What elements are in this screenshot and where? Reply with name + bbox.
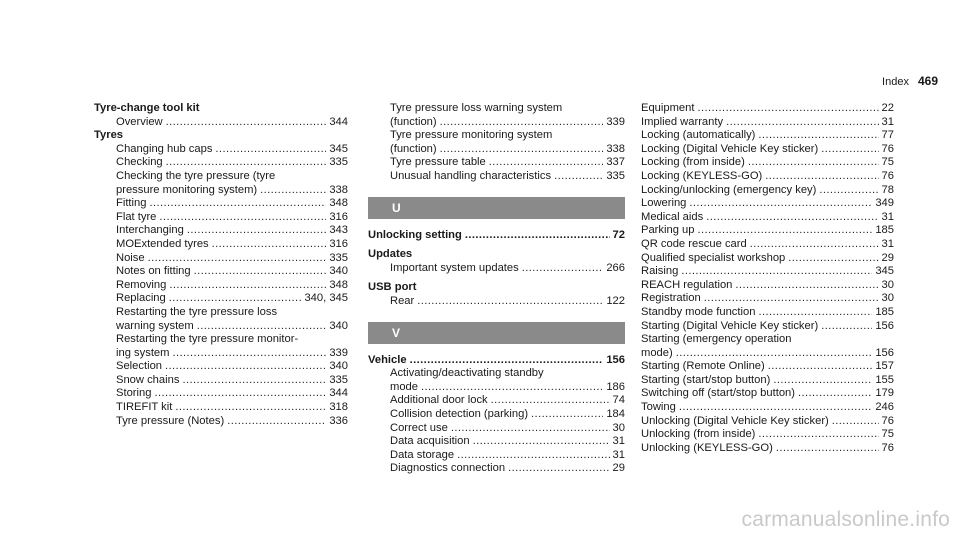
entry-text: Qualified specialist workshop bbox=[641, 251, 786, 264]
leader-dots bbox=[440, 143, 604, 157]
index-entry bbox=[641, 415, 894, 429]
leader-dots bbox=[748, 156, 879, 170]
entry-text: Data acquisition bbox=[390, 435, 470, 448]
page-ref: 338 bbox=[606, 142, 625, 155]
page-ref: 75 bbox=[881, 428, 894, 441]
index-entry bbox=[368, 170, 625, 184]
entry-text: Tyre pressure (Notes) bbox=[116, 414, 225, 427]
page-ref: 30 bbox=[881, 278, 894, 291]
leader-dots bbox=[165, 360, 326, 374]
leader-dots bbox=[159, 211, 326, 225]
page-ref: 30 bbox=[881, 292, 894, 305]
page-ref: 78 bbox=[881, 183, 894, 196]
entry-text: Activating/deactivating standby bbox=[390, 367, 544, 380]
index-entry bbox=[94, 347, 348, 361]
page-ref: 340 bbox=[329, 319, 348, 332]
index-heading bbox=[94, 102, 348, 116]
index-entry bbox=[94, 116, 348, 130]
leader-dots bbox=[154, 387, 326, 401]
leader-dots bbox=[197, 320, 327, 334]
index-entry bbox=[641, 238, 894, 252]
index-heading bbox=[368, 281, 625, 295]
index-heading bbox=[368, 248, 625, 262]
leader-dots bbox=[473, 435, 610, 449]
index-entry bbox=[94, 224, 348, 238]
page-ref: 30 bbox=[612, 421, 625, 434]
entry-text: pressure monitoring system) bbox=[116, 183, 258, 196]
entry-text: Noise bbox=[116, 251, 145, 264]
page-ref: 318 bbox=[329, 401, 348, 414]
leader-dots bbox=[457, 449, 609, 463]
leader-dots bbox=[172, 347, 326, 361]
index-entry bbox=[368, 129, 625, 143]
entry-text: Starting (Remote Online) bbox=[641, 360, 765, 373]
page-ref: 72 bbox=[612, 228, 625, 241]
page-ref: 337 bbox=[606, 156, 625, 169]
entry-text: Parking up bbox=[641, 224, 695, 237]
index-entry bbox=[94, 320, 348, 334]
entry-text: Removing bbox=[116, 278, 167, 291]
page-ref: 185 bbox=[875, 305, 894, 318]
page-ref: 31 bbox=[881, 115, 894, 128]
page-ref: 31 bbox=[612, 435, 625, 448]
index-entry bbox=[94, 374, 348, 388]
leader-dots bbox=[765, 170, 878, 184]
leader-dots bbox=[149, 197, 326, 211]
index-entry bbox=[641, 102, 894, 116]
index-entry bbox=[94, 387, 348, 401]
leader-dots bbox=[215, 143, 326, 157]
page-ref: 31 bbox=[612, 448, 625, 461]
page-ref: 316 bbox=[329, 210, 348, 223]
entry-text: Restarting the tyre pressure loss bbox=[116, 305, 278, 318]
leader-dots bbox=[821, 320, 872, 334]
index-entry bbox=[94, 306, 348, 320]
entry-text: Notes on fitting bbox=[116, 265, 191, 278]
header-label: Index bbox=[882, 76, 909, 88]
index-entry bbox=[368, 408, 625, 422]
index-entry bbox=[368, 422, 625, 436]
page-ref: 336 bbox=[329, 414, 348, 427]
index-entry bbox=[641, 292, 894, 306]
page-ref: 340 bbox=[329, 360, 348, 373]
leader-dots bbox=[491, 394, 610, 408]
index-entry bbox=[641, 279, 894, 293]
entry-text: (function) bbox=[390, 142, 437, 155]
index-entry bbox=[641, 374, 894, 388]
page-ref: 338 bbox=[329, 183, 348, 196]
leader-dots bbox=[175, 401, 326, 415]
leader-dots bbox=[187, 224, 327, 238]
page-ref: 344 bbox=[329, 115, 348, 128]
index-entry bbox=[94, 238, 348, 252]
leader-dots bbox=[451, 422, 610, 436]
index-heading bbox=[368, 354, 625, 368]
leader-dots bbox=[212, 238, 327, 252]
entry-text: Collision detection (parking) bbox=[390, 407, 529, 420]
page-ref: 76 bbox=[881, 142, 894, 155]
leader-dots bbox=[750, 238, 879, 252]
index-entry bbox=[641, 442, 894, 456]
entry-text: Changing hub caps bbox=[116, 142, 213, 155]
leader-dots bbox=[227, 415, 326, 429]
entry-text: Equipment bbox=[641, 102, 695, 114]
leader-dots bbox=[166, 156, 327, 170]
index-entry bbox=[368, 102, 625, 116]
entry-text: ing system bbox=[116, 346, 170, 359]
entry-text: Unlocking setting bbox=[368, 228, 462, 241]
index-column-1 bbox=[94, 102, 348, 428]
leader-dots bbox=[148, 252, 327, 266]
index-heading bbox=[368, 229, 625, 243]
index-entry bbox=[94, 143, 348, 157]
index-entry bbox=[94, 401, 348, 415]
leader-dots bbox=[798, 387, 872, 401]
entry-text: Data storage bbox=[390, 448, 455, 461]
entry-text: Tyre pressure table bbox=[390, 156, 486, 169]
index-entry bbox=[641, 170, 894, 184]
index-entry bbox=[641, 197, 894, 211]
section-letter-bar: U bbox=[368, 197, 625, 219]
leader-dots bbox=[758, 306, 872, 320]
entry-text: USB port bbox=[368, 281, 417, 294]
index-entry bbox=[641, 428, 894, 442]
leader-dots bbox=[554, 170, 603, 184]
page-ref: 157 bbox=[875, 360, 894, 373]
page-ref: 345 bbox=[875, 265, 894, 278]
entry-text: mode bbox=[390, 380, 418, 393]
entry-text: Starting (Digital Vehicle Key sticker) bbox=[641, 319, 819, 332]
page-ref: 156 bbox=[875, 346, 894, 359]
entry-text: mode) bbox=[641, 346, 673, 359]
leader-dots bbox=[819, 184, 878, 198]
leader-dots bbox=[440, 116, 604, 130]
leader-dots bbox=[465, 229, 610, 243]
leader-dots bbox=[821, 143, 878, 157]
index-entry bbox=[641, 387, 894, 401]
entry-text: Towing bbox=[641, 401, 676, 414]
index-entry bbox=[641, 347, 894, 361]
entry-text: Checking bbox=[116, 156, 163, 169]
entry-text: Tyre-change tool kit bbox=[94, 102, 200, 114]
entry-text: Checking the tyre pressure (tyre bbox=[116, 169, 276, 182]
entry-text: Selection bbox=[116, 360, 163, 373]
leader-dots bbox=[698, 224, 873, 238]
page-ref: 339 bbox=[606, 115, 625, 128]
index-entry bbox=[368, 394, 625, 408]
leader-dots bbox=[182, 374, 326, 388]
page-ref: 122 bbox=[606, 294, 625, 307]
index-entry bbox=[94, 415, 348, 429]
entry-text: Medical aids bbox=[641, 210, 704, 223]
index-column-2 bbox=[368, 102, 625, 476]
index-entry bbox=[94, 333, 348, 347]
leader-dots bbox=[410, 354, 604, 368]
entry-text: Locking (from inside) bbox=[641, 156, 745, 169]
page-ref: 156 bbox=[875, 319, 894, 332]
index-entry bbox=[94, 279, 348, 293]
entry-text: Tyre pressure monitoring system bbox=[390, 129, 553, 142]
entry-text: Correct use bbox=[390, 421, 448, 434]
leader-dots bbox=[489, 156, 604, 170]
page-ref: 22 bbox=[881, 102, 894, 114]
page-ref: 155 bbox=[875, 373, 894, 386]
entry-text: Standby mode function bbox=[641, 305, 756, 318]
page-ref: 335 bbox=[606, 169, 625, 182]
entry-text: Starting (emergency operation bbox=[641, 333, 792, 346]
entry-text: Implied warranty bbox=[641, 115, 724, 128]
leader-dots bbox=[194, 265, 327, 279]
index-entry bbox=[368, 143, 625, 157]
page-ref: 186 bbox=[606, 380, 625, 393]
entry-text: Registration bbox=[641, 292, 701, 305]
index-entry bbox=[94, 184, 348, 198]
leader-dots bbox=[679, 401, 873, 415]
index-entry bbox=[94, 265, 348, 279]
entry-text: Additional door lock bbox=[390, 394, 488, 407]
entry-text: Locking (KEYLESS-GO) bbox=[641, 169, 763, 182]
leader-dots bbox=[758, 129, 878, 143]
entry-text: Unlocking (Digital Vehicle Key sticker) bbox=[641, 414, 829, 427]
index-entry bbox=[641, 143, 894, 157]
index-entry bbox=[641, 116, 894, 130]
leader-dots bbox=[735, 279, 878, 293]
entry-text: (function) bbox=[390, 115, 437, 128]
page-ref: 335 bbox=[329, 373, 348, 386]
entry-text: Vehicle bbox=[368, 353, 407, 366]
leader-dots bbox=[169, 292, 302, 306]
page-ref: 31 bbox=[881, 237, 894, 250]
page-ref: 344 bbox=[329, 387, 348, 400]
entry-text: Updates bbox=[368, 248, 413, 261]
page-ref: 339 bbox=[329, 346, 348, 359]
page-ref: 246 bbox=[875, 401, 894, 414]
index-entry bbox=[641, 224, 894, 238]
entry-text: Locking (automatically) bbox=[641, 129, 756, 142]
page-ref: 76 bbox=[881, 441, 894, 454]
entry-text: Lowering bbox=[641, 197, 687, 210]
leader-dots bbox=[726, 116, 878, 130]
index-entry bbox=[368, 435, 625, 449]
page-ref: 335 bbox=[329, 251, 348, 264]
page-number: 469 bbox=[917, 74, 938, 88]
page-ref: 316 bbox=[329, 237, 348, 250]
entry-text: Unusual handling characteristics bbox=[390, 169, 552, 182]
entry-text: Raising bbox=[641, 265, 679, 278]
page-header bbox=[882, 75, 938, 90]
entry-text: Unlocking (KEYLESS-GO) bbox=[641, 441, 773, 454]
index-entry bbox=[368, 116, 625, 130]
section-letter-bar: V bbox=[368, 322, 625, 344]
page-ref: 74 bbox=[612, 394, 625, 407]
leader-dots bbox=[681, 265, 872, 279]
index-entry bbox=[368, 262, 625, 276]
entry-text: Starting (start/stop button) bbox=[641, 373, 771, 386]
leader-dots bbox=[689, 197, 872, 211]
page-ref: 345 bbox=[329, 142, 348, 155]
leader-dots bbox=[706, 211, 878, 225]
entry-text: Locking/unlocking (emergency key) bbox=[641, 183, 817, 196]
watermark: carmanualsonline.info bbox=[741, 508, 950, 532]
leader-dots bbox=[260, 184, 326, 198]
leader-dots bbox=[522, 262, 604, 276]
leader-dots bbox=[676, 347, 873, 361]
page-ref: 76 bbox=[881, 169, 894, 182]
page-ref: 29 bbox=[612, 462, 625, 475]
entry-text: Interchanging bbox=[116, 224, 184, 237]
index-entry bbox=[94, 360, 348, 374]
entry-text: Overview bbox=[116, 115, 163, 128]
index-entry bbox=[94, 170, 348, 184]
page-ref: 156 bbox=[606, 353, 625, 366]
leader-dots bbox=[788, 252, 878, 266]
index-entry bbox=[368, 156, 625, 170]
entry-text: Storing bbox=[116, 387, 152, 400]
index-entry bbox=[94, 156, 348, 170]
entry-text: Replacing bbox=[116, 292, 166, 305]
index-entry bbox=[641, 129, 894, 143]
page-ref: 266 bbox=[606, 261, 625, 274]
page-ref: 184 bbox=[606, 407, 625, 420]
index-entry bbox=[94, 211, 348, 225]
entry-text: warning system bbox=[116, 319, 194, 332]
entry-text: Diagnostics connection bbox=[390, 462, 506, 475]
index-entry bbox=[368, 381, 625, 395]
index-entry bbox=[641, 211, 894, 225]
index-entry bbox=[368, 367, 625, 381]
index-entry bbox=[368, 462, 625, 476]
index-entry bbox=[368, 449, 625, 463]
index-entry bbox=[94, 197, 348, 211]
entry-text: Restarting the tyre pressure monitor- bbox=[116, 333, 299, 346]
entry-text: Unlocking (from inside) bbox=[641, 428, 756, 441]
leader-dots bbox=[832, 415, 879, 429]
page-ref: 340 bbox=[329, 265, 348, 278]
page-ref: 76 bbox=[881, 414, 894, 427]
leader-dots bbox=[773, 374, 872, 388]
page-ref: 185 bbox=[875, 224, 894, 237]
index-heading bbox=[94, 129, 348, 143]
index-entry bbox=[641, 320, 894, 334]
index-entry bbox=[641, 360, 894, 374]
leader-dots bbox=[166, 116, 327, 130]
entry-text: Switching off (start/stop button) bbox=[641, 387, 796, 400]
entry-text: REACH regulation bbox=[641, 278, 733, 291]
entry-text: Important system updates bbox=[390, 261, 519, 274]
entry-text: Flat tyre bbox=[116, 210, 157, 223]
index-entry bbox=[641, 306, 894, 320]
entry-text: Locking (Digital Vehicle Key sticker) bbox=[641, 142, 819, 155]
page-ref: 335 bbox=[329, 156, 348, 169]
entry-text: Fitting bbox=[116, 197, 147, 210]
leader-dots bbox=[704, 292, 879, 306]
page-ref: 75 bbox=[881, 156, 894, 169]
index-column-3 bbox=[641, 102, 894, 455]
page-ref: 31 bbox=[881, 210, 894, 223]
leader-dots bbox=[768, 360, 873, 374]
index-entry bbox=[94, 292, 348, 306]
page-ref: 29 bbox=[881, 251, 894, 264]
entry-text: Tyre pressure loss warning system bbox=[390, 102, 563, 114]
entry-text: Rear bbox=[390, 294, 415, 307]
index-entry bbox=[641, 184, 894, 198]
index-entry bbox=[94, 252, 348, 266]
index-entry bbox=[368, 295, 625, 309]
entry-text: MOExtended tyres bbox=[116, 237, 209, 250]
entry-text: Snow chains bbox=[116, 373, 180, 386]
entry-text: TIREFIT kit bbox=[116, 401, 173, 414]
index-entry bbox=[641, 401, 894, 415]
page-ref: 77 bbox=[881, 129, 894, 142]
leader-dots bbox=[698, 102, 879, 116]
leader-dots bbox=[421, 381, 603, 395]
page-ref: 179 bbox=[875, 387, 894, 400]
leader-dots bbox=[417, 295, 603, 309]
index-entry bbox=[641, 156, 894, 170]
page-ref: 348 bbox=[329, 278, 348, 291]
page-ref: 348 bbox=[329, 197, 348, 210]
leader-dots bbox=[169, 279, 326, 293]
index-entry bbox=[641, 333, 894, 347]
leader-dots bbox=[508, 462, 609, 476]
page-ref: 343 bbox=[329, 224, 348, 237]
entry-text: QR code rescue card bbox=[641, 237, 747, 250]
index-entry bbox=[641, 265, 894, 279]
leader-dots bbox=[531, 408, 603, 422]
leader-dots bbox=[758, 428, 878, 442]
page-ref: 349 bbox=[875, 197, 894, 210]
page-ref: 340, 345 bbox=[304, 292, 348, 305]
entry-text: Tyres bbox=[94, 129, 124, 142]
index-entry bbox=[641, 252, 894, 266]
leader-dots bbox=[776, 442, 879, 456]
